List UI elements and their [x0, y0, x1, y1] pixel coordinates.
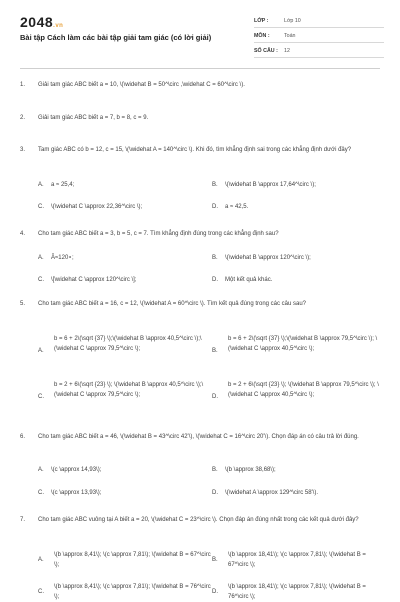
option-text: Â≈120∘;: [51, 255, 74, 261]
meta-subject-key: MÔN :: [254, 33, 270, 39]
option-text: \(\widehat B \approx 17,64^\circ \);: [225, 182, 316, 188]
option-label: A.: [38, 182, 44, 188]
option-label: B.: [212, 557, 218, 563]
meta-count-key: SỐ CÂU :: [254, 48, 278, 54]
question-text: Cho tam giác ABC biết a = 3, b = 5, c = 7. Tìm khẳng định đúng trong các khẳng định sau?: [38, 231, 279, 237]
meta-subject-value: Toán: [284, 33, 296, 39]
site-logo[interactable]: [20, 14, 63, 30]
option-text: \(c \approx 14,93\);: [51, 467, 102, 473]
option-text: \(b \approx 18,41\); \(c \approx 7,81\); \(\widehat B = 67^\circ \);: [228, 552, 366, 568]
meta-count-value: 12: [284, 48, 290, 54]
option-label: B.: [212, 255, 218, 261]
option-label: C.: [38, 490, 44, 496]
question-number: 5.: [20, 301, 26, 307]
option-label: A.: [38, 255, 44, 261]
option-text: \(\widehat C \approx 22,36^\circ \);: [51, 204, 143, 210]
option-text: b = 6 + 2\(\sqrt {37} \);\(\widehat B \approx 79,5^\circ \); \(\widehat C \approx 40,5^\circ \);: [228, 336, 378, 352]
option-label: D.: [212, 277, 218, 283]
logo-suffix: .vn: [53, 23, 64, 29]
meta-count: [254, 44, 384, 58]
question-number: 3.: [20, 147, 26, 153]
option-text: a ≈ 25,4;: [51, 182, 75, 188]
meta-subject: [254, 29, 384, 43]
header-divider: [20, 68, 380, 69]
question-text: Cho tam giác ABC biết a = 46, \(\widehat B = 43^\circ 42'\), \(\widehat C = 16^\circ 20'\). Chọn đáp án có câu trả lời đúng.: [38, 434, 359, 440]
question-number: 4.: [20, 231, 26, 237]
option-text: b = 6 + 2\(\sqrt {37} \);\(\widehat B \approx 40,5^\circ \);\(\widehat C \approx 79,5^\circ \);: [54, 336, 202, 352]
option-label: A.: [38, 348, 44, 354]
option-label: D.: [212, 394, 218, 400]
question-text: Giải tam giác ABC biết a = 7, b = 8, c = 9.: [38, 115, 149, 121]
option-label: B.: [212, 467, 218, 473]
question-number: 6.: [20, 434, 26, 440]
option-label: B.: [212, 348, 218, 354]
option-text: \(b \approx 38,68\);: [225, 467, 276, 473]
option-label: B.: [212, 182, 218, 188]
option-text: \(b \approx 18,41\); \(c \approx 7,81\); \(\widehat B = 76^\circ \);: [228, 584, 366, 600]
option-text: \(b \approx 8,41\); \(c \approx 7,81\); \(\widehat B = 67^\circ \);: [54, 552, 211, 568]
question-text: Cho tam giác ABC biết a = 16, c = 12, \(\widehat A = 60^\circ \). Tìm kết quả đúng trong các câu sau?: [38, 301, 307, 307]
option-text: \(\widehat A \approx 129^\circ 58'\).: [225, 490, 319, 496]
option-label: C.: [38, 394, 44, 400]
option-label: A.: [38, 467, 44, 473]
option-text: b = 2 + 6\(\sqrt {23} \); \(\widehat B \approx 79,5^\circ \); \(\widehat C \approx 40,5^\circ \);: [228, 382, 379, 398]
logo-main: 2048: [20, 14, 54, 30]
question-text: Cho tam giác ABC vuông tại A biết a = 20, \(\widehat C = 23^\circ \). Chọn đáp án đúng nhất trong các kết quả dưới đây?: [38, 517, 359, 523]
option-text: a ≈ 42,5.: [225, 204, 249, 210]
meta-class: [254, 14, 384, 28]
option-text: b = 2 + 6\(\sqrt {23} \); \(\widehat B \approx 40,5^\circ \);\(\widehat C \approx 79,5^\circ \);: [54, 382, 204, 398]
option-text: \(c \approx 13,93\);: [51, 490, 102, 496]
document-header: [0, 0, 400, 66]
option-label: C.: [38, 204, 44, 210]
question-number: 2.: [20, 115, 26, 121]
question-number: 1.: [20, 82, 26, 88]
option-label: D.: [212, 204, 218, 210]
question-text: Giải tam giác ABC biết a = 10, \(\widehat B = 50^\circ ,\widehat C = 60^\circ \).: [38, 82, 245, 88]
option-text: \(\widehat B \approx 120^\circ \);: [225, 255, 311, 261]
meta-class-value: Lớp 10: [284, 18, 301, 24]
question-number: 7.: [20, 517, 26, 523]
meta-class-key: LỚP :: [254, 18, 269, 24]
option-text: \(b \approx 8,41\); \(c \approx 7,81\); \(\widehat B = 76^\circ \);: [54, 584, 211, 600]
option-text: Một kết quả khác.: [225, 277, 273, 283]
option-label: D.: [212, 589, 218, 595]
page-title: Bài tập Cách làm các bài tập giải tam giác (có lời giải): [20, 33, 212, 42]
option-label: A.: [38, 557, 44, 563]
option-text: \[\widehat C \approx 120^\circ \];: [51, 277, 137, 283]
option-label: D.: [212, 490, 218, 496]
question-text: Tam giác ABC có b = 12, c = 15, \(\widehat A = 140^\circ \). Khi đó, tìm khẳng định sai trong các khẳng định dưới đây?: [38, 147, 352, 153]
option-label: C.: [38, 277, 44, 283]
option-label: C.: [38, 589, 44, 595]
